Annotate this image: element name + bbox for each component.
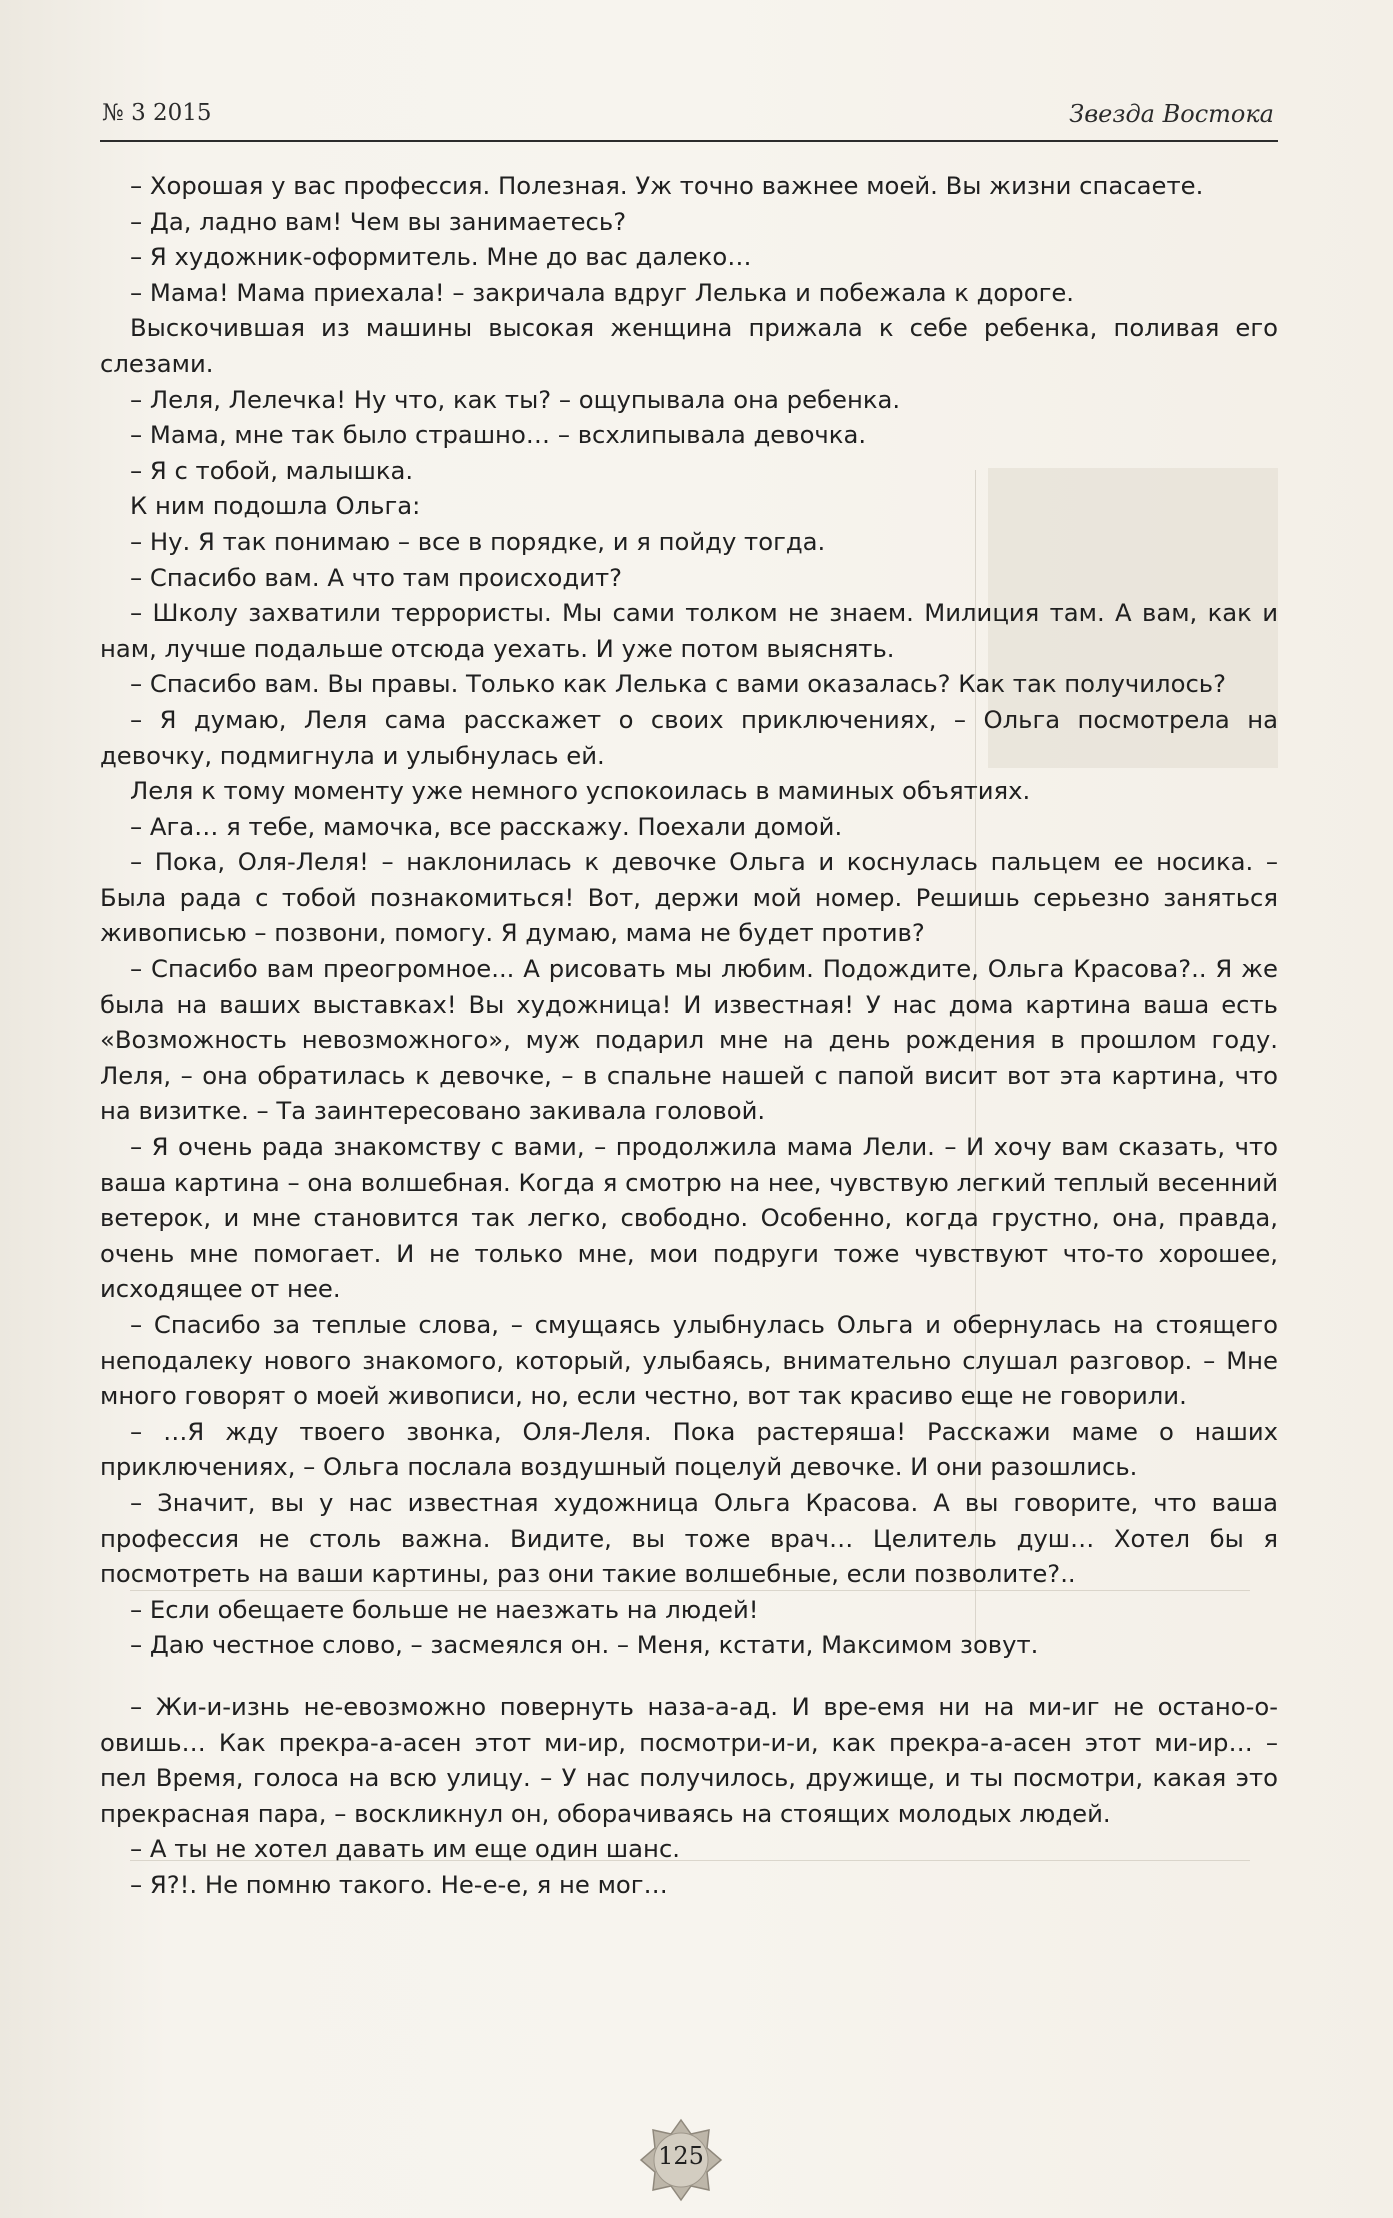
- paragraph: – Да, ладно вам! Чем вы занимаетесь?: [130, 206, 627, 236]
- paragraph: Выскочившая из машины высокая женщина прижала к себе ребенка, поливая его слезами.: [100, 313, 1278, 378]
- paragraph: – Ну. Я так понимаю – все в порядке, и я пойду тогда.: [130, 526, 826, 556]
- paragraph: – …Я жду твоего звонка, Оля-Леля. Пока растеряша! Расскажи маме о наших приключениях, – Ольга послала воздушный поцелуй девочке. И они разошлись.: [100, 1416, 1278, 1482]
- paragraph: – Если обещаете больше не наезжать на людей!: [130, 1594, 759, 1624]
- issue-number: № 3 2015: [102, 100, 212, 126]
- section-break: [100, 1663, 1278, 1689]
- page-number: 125: [658, 2142, 704, 2170]
- paragraph: – Я очень рада знакомству с вами, – продолжила мама Лели. – И хочу вам сказать, что ваша картина – она волшебная. Когда я смотрю на нее, чувствую легкий теплый весенний ветерок, и мне становится так легко, свободно. Особенно, когда грустно, она, правда, очень мне помогает. И не только мне, мои подруги тоже чувствуют что-то хорошее, исходящее от нее.: [100, 1132, 1278, 1304]
- journal-title: Звезда Востока: [1069, 100, 1274, 128]
- paragraph: – А ты не хотел давать им еще один шанс.: [130, 1834, 681, 1864]
- paragraph: – Ага… я тебе, мамочка, все расскажу. Поехали домой.: [130, 811, 843, 841]
- paragraph: – Я художник-оформитель. Мне до вас далеко…: [130, 242, 752, 272]
- paragraph: – Жи-и-изнь не-евозможно повернуть наза-а-ад. И вре-емя ни на ми-иг не остано-о-овишь… Как прекра-а-асен этот ми-ир, посмотри-и-и, как прекра-а-асен этот ми-ир… – пел Время, голоса на всю улицу. – У нас получилось, дружище, и ты посмотри, какая это прекрасная пара, – воскликнул он, оборачиваясь на стоящих молодых людей.: [100, 1691, 1278, 1828]
- paragraph: – Я думаю, Леля сама расскажет о своих приключениях, – Ольга посмотрела на девочку, подмигнула и улыбнулась ей.: [100, 704, 1278, 770]
- paragraph: – Леля, Лелечка! Ну что, как ты? – ощупывала она ребенка.: [130, 384, 901, 414]
- paragraph: – Я?!. Не помню такого. Не-е-е, я не мог…: [130, 1869, 668, 1899]
- paragraph: – Спасибо вам. Вы правы. Только как Лелька с вами оказалась? Как так получилось?: [130, 669, 1227, 699]
- paragraph: – Спасибо вам преогромное... А рисовать мы любим. Подождите, Ольга Красова?.. Я же была на ваших выставках! Вы художница! И известная! У нас дома картина ваша есть «Возможность невозможного», муж подарил мне на день рождения в прошлом году. Леля, – она обратилась к девочке, – в спальне нашей с папой висит вот эта картина, что на визитке. – Та заинтересовано закивала головой.: [100, 954, 1278, 1126]
- paragraph: – Хорошая у вас профессия. Полезная. Уж точно важнее моей. Вы жизни спасаете.: [130, 171, 1204, 200]
- paragraph: – Спасибо за теплые слова, – смущаясь улыбнулась Ольга и обернулась на стоящего неподалеку нового знакомого, который, улыбаясь, внимательно слушал разговор. – Мне много говорят о моей живописи, но, если честно, вот так красиво еще не говорили.: [100, 1310, 1278, 1411]
- story-text: [100, 168, 1278, 1903]
- paragraph: – Я с тобой, малышка.: [130, 455, 414, 485]
- paragraph: – Пока, Оля-Леля! – наклонилась к девочке Ольга и коснулась пальцем ее носика. – Была рада с тобой познакомиться! Вот, держи мой номер. Решишь серьезно заняться живописью – позвони, помогу. Я думаю, мама не будет против?: [100, 847, 1278, 948]
- paragraph: – Мама, мне так было страшно… – всхлипывала девочка.: [130, 420, 867, 450]
- paragraph: К ним подошла Ольга:: [130, 491, 421, 521]
- paragraph: – Значит, вы у нас известная художница Ольга Красова. А вы говорите, что ваша профессия не столь важна. Видите, вы тоже врач… Целитель душ… Хотел бы я посмотреть на ваши картины, раз они такие волшебные, если позволите?..: [100, 1487, 1278, 1589]
- paragraph: Леля к тому моменту уже немного успокоилась в маминых объятиях.: [130, 776, 1031, 806]
- paragraph: – Школу захватили террористы. Мы сами толком не знаем. Милиция там. А вам, как и нам, лучше подальше отсюда уехать. И уже потом выяснять.: [100, 598, 1278, 663]
- running-header: [100, 96, 1278, 142]
- paragraph: – Спасибо вам. А что там происходит?: [130, 562, 623, 592]
- paragraph: – Мама! Мама приехала! – закричала вдруг Лелька и побежала к дороге.: [130, 277, 1075, 307]
- page-number-badge: [639, 2118, 723, 2202]
- paragraph: – Даю честное слово, – засмеялся он. – Меня, кстати, Максимом зовут.: [130, 1630, 1039, 1660]
